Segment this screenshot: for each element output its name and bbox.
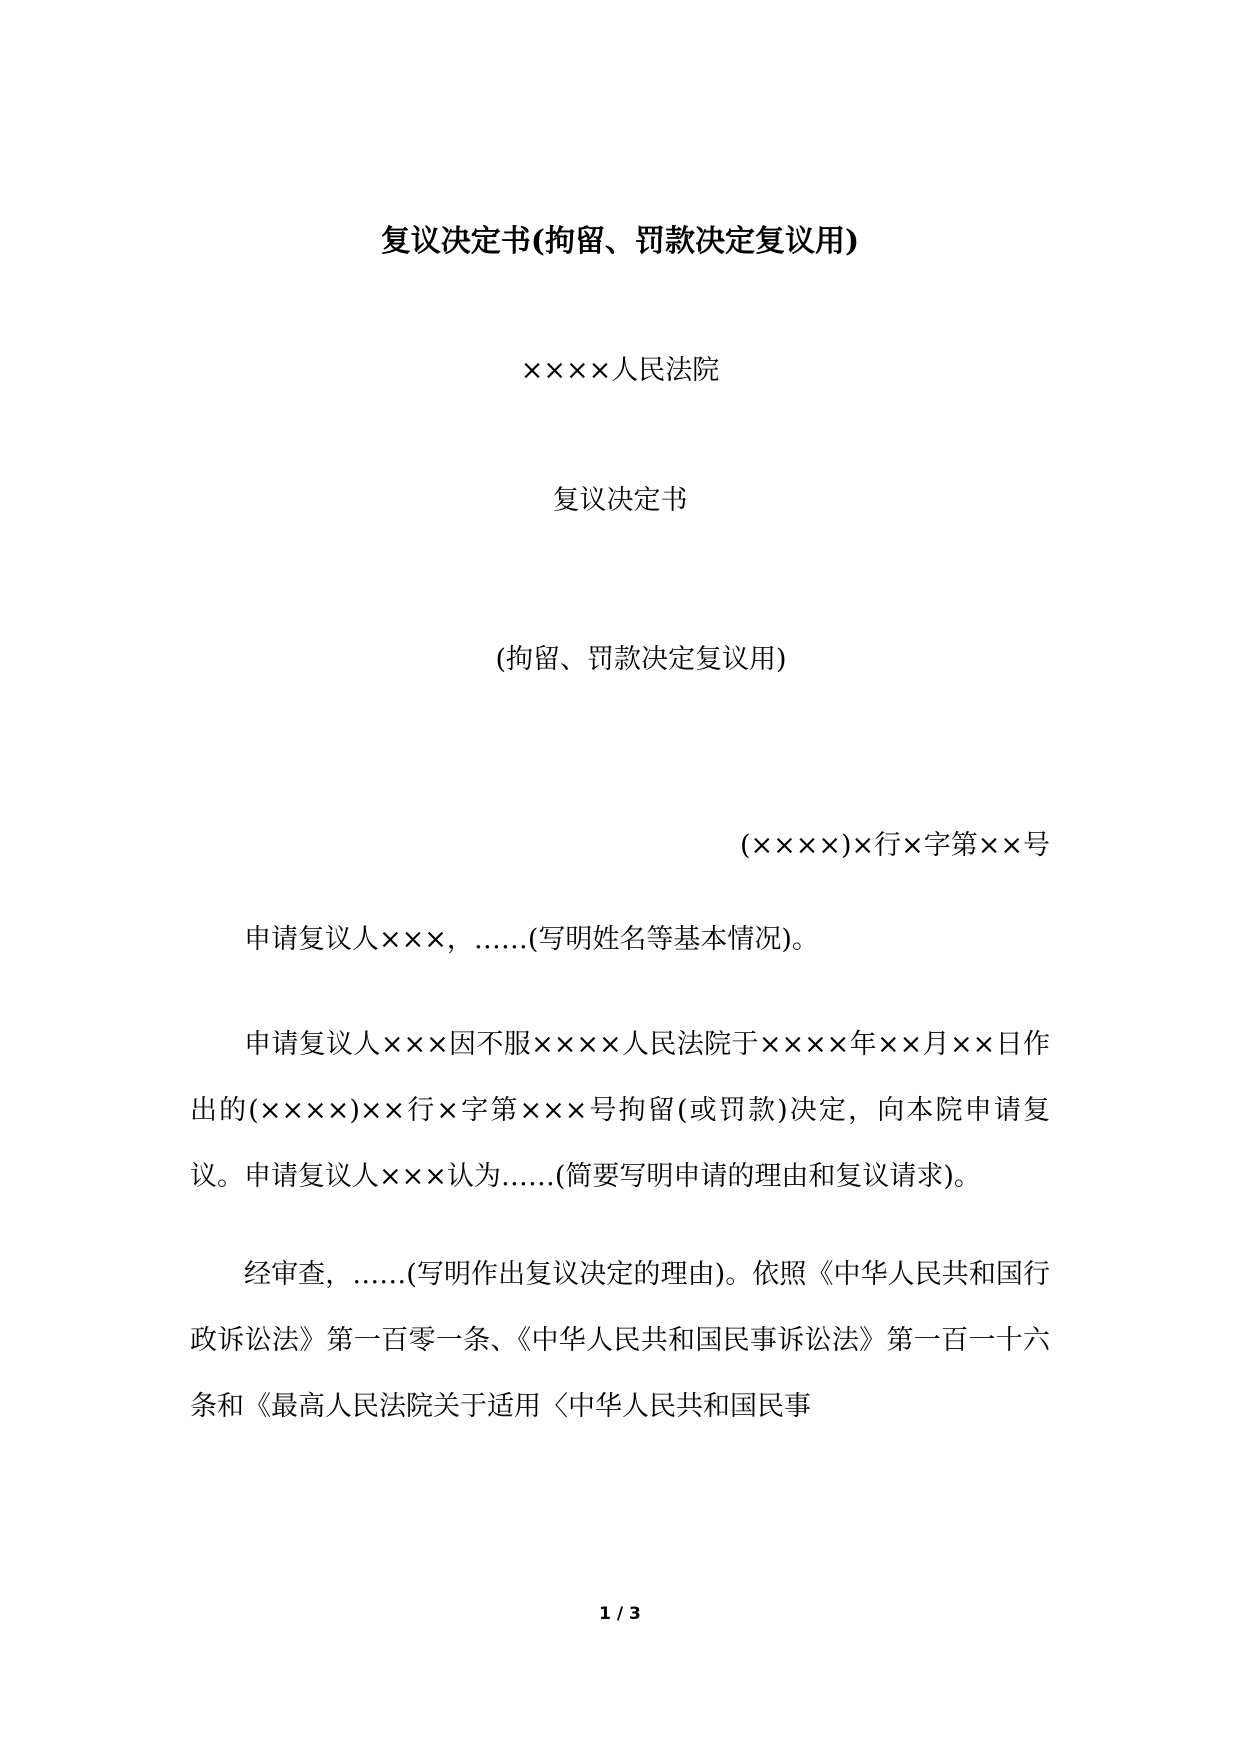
document-type: 复议决定书 — [552, 485, 688, 516]
paragraph-request: 申请复议人×××因不服××××人民法院于××××年××月××日作出的(××××)××行×字第×××号拘留(或罚款)决定，向本院申请复议。申请复议人×××认为……(简要写明申请的理由和复议请求)。 — [190, 1029, 1050, 1192]
page-indicator: 1 / 3 — [599, 1604, 641, 1624]
document-subtitle: (拘留、罚款决定复议用) — [495, 644, 787, 675]
document-body — [190, 920, 1050, 1472]
paragraph-review: 经审查，……(写明作出复议决定的理由)。依照《中华人民共和国行政诉讼法》第一百零一条、《中华人民共和国民事诉讼法》第一百一十六条和《最高人民法院关于适用〈中华人民共和国民事 — [190, 1259, 1050, 1422]
court-name: ××××人民法院 — [520, 355, 720, 386]
case-number: (××××)×行×字第××号 — [739, 830, 1050, 861]
document-title: 复议决定书(拘留、罚款决定复议用) — [380, 224, 860, 259]
paragraph-applicant: 申请复议人×××，……(写明姓名等基本情况)。 — [244, 924, 819, 955]
